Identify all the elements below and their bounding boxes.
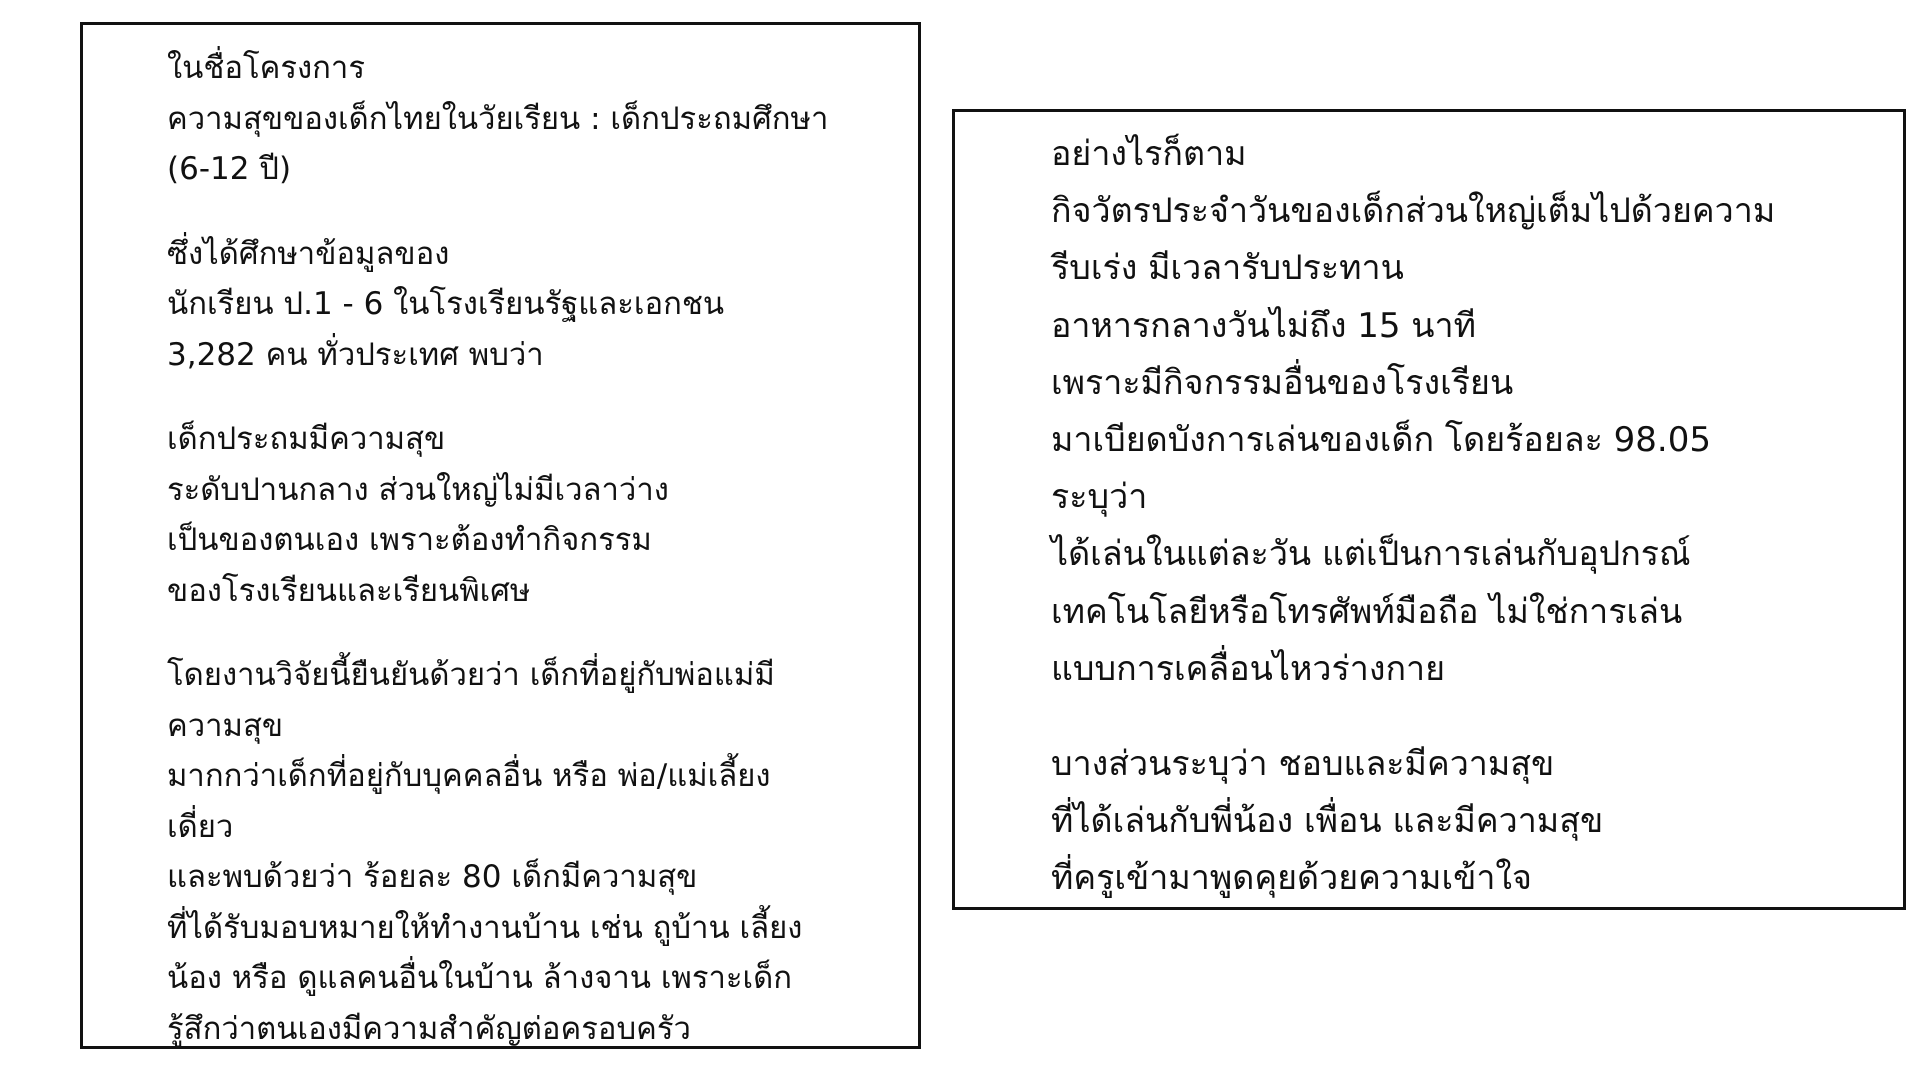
- text-line: รีบเร่ง มีเวลารับประทาน: [1051, 248, 1404, 289]
- text-line: ที่ได้เล่นกับพี่น้อง เพื่อน และมีความสุข: [1051, 801, 1604, 842]
- text-line: มาเบียดบังการเล่นของเด็ก โดยร้อยละ 98.05: [1051, 420, 1711, 461]
- text-line: ระบุว่า: [1051, 477, 1148, 518]
- text-line: กิจวัตรประจำวันของเด็กส่วนใหญ่เต็มไปด้วยความ: [1051, 191, 1776, 232]
- left-text-box: [80, 22, 921, 1049]
- text-line: เดี่ยว: [167, 808, 234, 845]
- text-line: แบบการเคลื่อนไหวร่างกาย: [1051, 648, 1446, 689]
- right-paragraph-play: [1051, 736, 1873, 908]
- text-line: เทคโนโลยีหรือโทรศัพท์มือถือ ไม่ใช่การเล่น: [1051, 591, 1683, 632]
- left-paragraph-happiness-level: [167, 414, 878, 616]
- text-line: และพบด้วยว่า ร้อยละ 80 เด็กมีความสุข: [167, 859, 698, 895]
- text-line: ได้เล่นในแต่ละวัน แต่เป็นการเล่นกับอุปกรณ์: [1051, 534, 1691, 575]
- text-line: 3,282 คน ทั่วประเทศ พบว่า: [167, 336, 544, 373]
- right-paragraph-routine: [1051, 126, 1873, 698]
- text-line: อย่างไรก็ตาม: [1051, 134, 1247, 174]
- text-line: บางส่วนระบุว่า ชอบและมีความสุข: [1051, 744, 1555, 785]
- text-line: รู้สึกว่าตนเองมีความสำคัญต่อครอบครัว: [167, 1010, 691, 1047]
- left-paragraph-findings: [167, 650, 878, 1054]
- text-line: ความสุข: [167, 707, 284, 744]
- left-paragraph-project: [167, 43, 878, 195]
- text-line: ที่ได้รับมอบหมายให้ทำงานบ้าน เช่น ถูบ้าน เลี้ยง: [167, 909, 803, 946]
- left-paragraph-sample: [167, 229, 878, 381]
- text-line: ซึ่งได้ศึกษาข้อมูลของ: [167, 235, 450, 272]
- text-line: ของโรงเรียนและเรียนพิเศษ: [167, 572, 531, 609]
- text-line: ที่ครูเข้ามาพูดคุยด้วยความเข้าใจ: [1051, 858, 1532, 899]
- text-line: เด็กประถมมีความสุข: [167, 421, 446, 457]
- text-line: นักเรียน ป.1 - 6 ในโรงเรียนรัฐและเอกชน: [167, 286, 725, 322]
- text-line: โดยงานวิจัยนี้ยืนยันด้วยว่า เด็กที่อยู่กับพ่อแม่มี: [167, 657, 775, 693]
- text-line: ความสุขของเด็กไทยในวัยเรียน : เด็กประถมศึกษา: [167, 100, 829, 137]
- text-line: อาหารกลางวันไม่ถึง 15 นาที: [1051, 305, 1477, 346]
- text-line: ระดับปานกลาง ส่วนใหญ่ไม่มีเวลาว่าง: [167, 471, 669, 508]
- right-text-box: [952, 109, 1906, 910]
- text-line: น้อง หรือ ดูแลคนอื่นในบ้าน ล้างจาน เพราะเด็ก: [167, 960, 793, 996]
- text-line: เพราะมีกิจกรรมอื่นของโรงเรียน: [1051, 362, 1514, 403]
- text-line: (6-12 ปี): [167, 151, 292, 187]
- text-line: เป็นของตนเอง เพราะต้องทำกิจกรรม: [167, 522, 652, 558]
- text-line: ในชื่อโครงการ: [167, 50, 365, 86]
- text-line: มากกว่าเด็กที่อยู่กับบุคคลอื่น หรือ พ่อ/แม่เลี้ยง: [167, 758, 771, 794]
